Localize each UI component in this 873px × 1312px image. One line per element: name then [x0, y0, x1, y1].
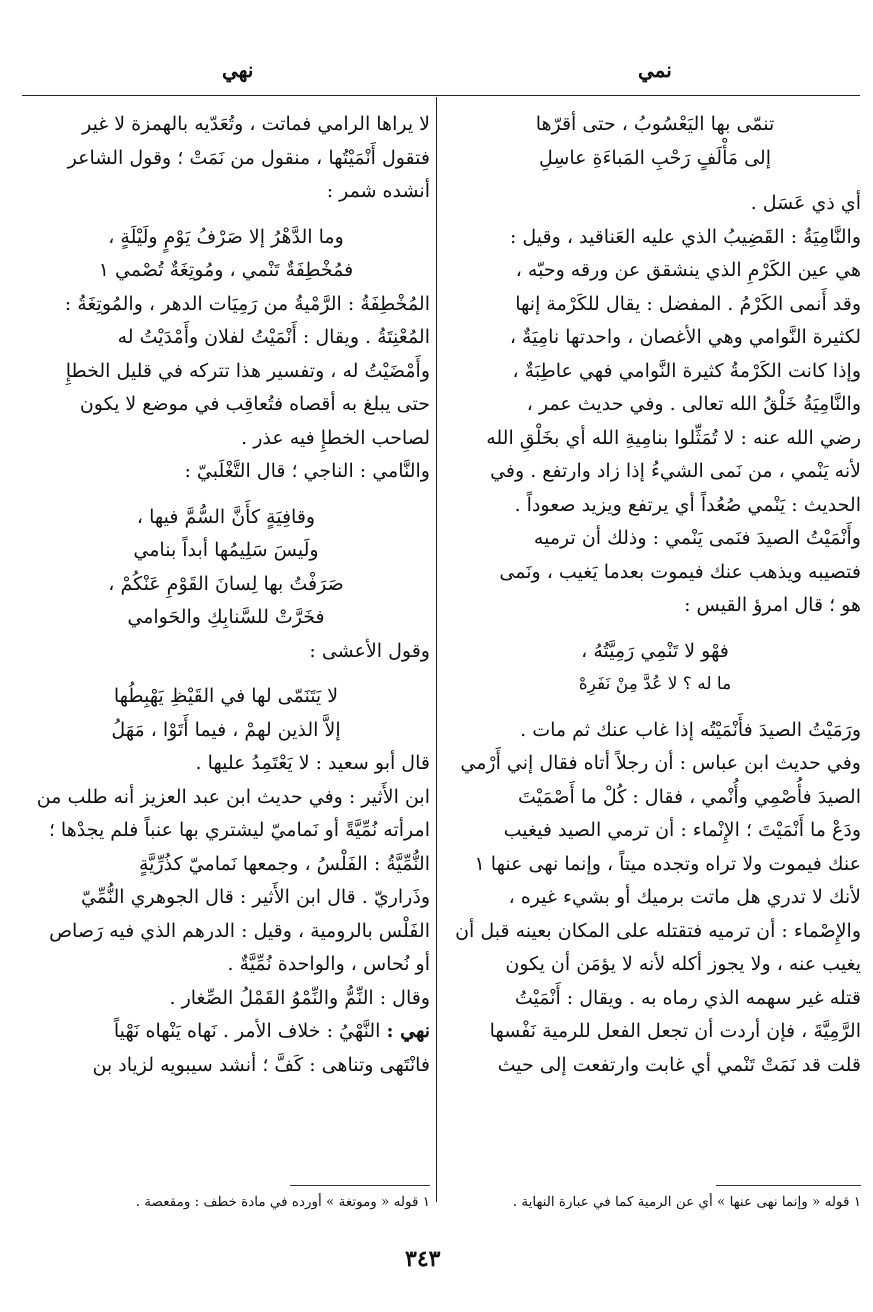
line-text: حتى يبلغ به أقصاه فتُعاقِب في موضع لا يكون: [79, 393, 430, 415]
line-text: أي ذي عَسَل .: [750, 192, 861, 214]
text-line: [449, 288, 861, 322]
text-line: [22, 881, 430, 915]
line-text: لأنك لا تدري هل ماتت برميك أو بشيء غيره ،: [508, 886, 861, 908]
line-text: قال أبو سعيد : لا يَعْتَمِدُ عليها .: [195, 752, 430, 774]
verse-line: [22, 714, 430, 748]
right-footnote-rule: [716, 1185, 861, 1186]
line-text: يغيب عنه ، ولا يجوز أكله لأنه لا يؤمَن أن يكون: [505, 953, 861, 975]
text-line: [449, 747, 861, 781]
text-line: [22, 288, 430, 322]
line-text: ابن الأَثير : وفي حديث ابن عبد العزيز أنه طلب من: [36, 785, 430, 808]
line-text: والنَّامي : الناجي ؛ قال التَّغْلَبيّ :: [184, 460, 430, 482]
spacer: [449, 623, 861, 635]
left-footnote-rule: [290, 1185, 430, 1186]
text-line: [22, 455, 430, 489]
line-text: النَّهْيُ : خلاف الأمر . نَهاه يَنْهاه نَهْياً: [113, 1020, 381, 1042]
verse-line: [22, 501, 430, 535]
line-text: رضي الله عنه : لا تُمَثِّلوا بنامِيةِ الله أي بخَلْقِ الله: [486, 426, 861, 449]
text-line: [449, 556, 861, 590]
spacer: [449, 175, 861, 187]
text-line: [449, 1015, 861, 1049]
entry-headword: نهي :: [386, 1020, 430, 1042]
verse-line: [22, 534, 430, 568]
verse-line: [22, 568, 430, 602]
column-divider: [436, 97, 437, 1202]
line-text: تنمّى بها اليَعْسُوبُ ، حتى أقرّها: [535, 113, 775, 135]
line-text: فانْتَهى وتناهى : كَفَّ ؛ أنشد سيبويه لزياد بن: [92, 1053, 430, 1076]
line-text: أنشده شمر :: [326, 180, 430, 202]
line-text: وقال : النِّمُّ والنِّمْوُ القَمْلُ الصِّغار .: [169, 986, 430, 1009]
line-text: وقد أَنمى الكَرْمُ . المفضل : يقال للكَرْمة إنها: [515, 292, 861, 315]
line-text: وذَراريّ . قال ابن الأَثير : قال الجوهري النُّمِّيّ: [80, 886, 430, 908]
line-text: المُخْطِفَةُ : الرَّمْيةُ من رَمِيَات الدهر ، والمُوتِغَةُ :: [64, 292, 430, 315]
text-line: [449, 881, 861, 915]
text-line: [22, 915, 430, 949]
text-line: [22, 175, 430, 209]
text-line: [22, 814, 430, 848]
text-line: [22, 1049, 430, 1083]
line-text: هي عين الكَرْمِ الذي ينشقق عن ورقه وحبّه ،: [515, 259, 861, 281]
text-line: [449, 781, 861, 815]
page-number: ٣٤٣: [405, 1246, 441, 1272]
line-text: إلى مَأْلَفٍ رَحْبِ المَباءَةِ عاسِلِ: [539, 146, 771, 169]
text-line: [449, 221, 861, 255]
line-text: والنَّامِيَةُ : القَضِيبُ الذي عليه العَناقيد ، وقيل :: [509, 225, 861, 248]
text-line: [449, 422, 861, 456]
line-text: والإِصْماء : أن ترميه فتقتله على المكان بعينه قبل أن: [455, 919, 861, 942]
line-text: الحديث : يَنْمي صُعُداً أي يرتفع ويزيد صعوداً .: [514, 493, 861, 516]
text-line: [449, 915, 861, 949]
line-text: أو نُحاس ، والواحدة نُمِّيَّةٌ .: [227, 953, 430, 975]
left-column: [22, 108, 430, 1082]
spacer: [22, 668, 430, 680]
line-text: فتقول أَنْمَيْتُها ، منقول من نَمَتْ ؛ وقول الشاعر: [67, 146, 430, 169]
line-text: فهْو لا تَنْمِي رَمِيَّتُهُ ،: [581, 639, 729, 662]
right-footnote: ١ قوله « وإنما نهى عنها » أي عن الرمية كما في عبارة النهاية .: [512, 1194, 861, 1210]
text-line: [449, 187, 861, 221]
text-line: [449, 1049, 861, 1083]
line-text: النُّمِّيَّةُ : الفَلْسُ ، وجمعها نَماميّ كذُرِّيَّةٍ: [138, 852, 430, 875]
text-line: [449, 814, 861, 848]
line-text: ولَيسَ سَلِيمُها أبداً بنامي: [133, 539, 319, 561]
text-line: [449, 489, 861, 523]
line-text: قتله غير سهمه الذي رماه به . ويقال : أَنْمَيْتُ: [514, 986, 861, 1009]
line-text: وأَمْضَيْتُ له ، وتفسير هذا تتركه في قليل الخطإِ: [65, 359, 430, 382]
line-text: فمُخْطِفَةٌ تَنْمي ، ومُوتِغَةٌ تُصْمي ١: [98, 259, 354, 281]
verse-line: [449, 142, 861, 176]
line-text: وأَنْمَيْتُ الصيدَ فنَمى يَنْمي : وذلك أن ترميه: [533, 527, 861, 549]
spacer: [449, 702, 861, 714]
line-text: هو ؛ قال امرؤ القيس :: [684, 594, 861, 616]
line-text: الصيدَ فأُصْمِي وأُنْمي ، فقال : كُلْ ما أَصْمَيْتَ: [518, 785, 861, 808]
line-text: لا يراها الرامي فماتت ، وتُعَدّيه بالهمزة لا غير: [82, 113, 430, 135]
line-text: لصاحب الخطإِ فيه عذر .: [241, 426, 430, 449]
text-line: [449, 355, 861, 389]
line-text: فتصيبه ويذهب عنك فيموت بعدما يَغيب ، ونَمى: [499, 560, 861, 583]
text-line: [449, 589, 861, 623]
line-text: وقول الأعشى :: [309, 639, 430, 662]
line-text: الفَلْس بالرومية ، وقيل : الدرهم الذي فيه رَصاص: [49, 919, 430, 942]
spacer: [22, 489, 430, 501]
text-line: [22, 108, 430, 142]
line-text: عنك فيموت ولا تراه وتجده ميتاً ، وإنما نهى عنها ١: [474, 852, 861, 875]
line-text: فخَرَّتْ للسَّنابِكِ والحَوامي: [127, 606, 325, 628]
text-line: [22, 848, 430, 882]
line-text: وقافِيَةٍ كأَنَّ السُّمَّ فيها ،: [136, 505, 316, 528]
line-text: ما له ؟ لا عُدَّ مِنْ نَفَرِهْ: [578, 674, 732, 694]
text-line: [22, 747, 430, 781]
text-line: [22, 388, 430, 422]
line-text: المُعْنِتَةُ . ويقال : أَنْمَيْتُ لفلان وأَمْدَيْتُ له: [117, 326, 430, 348]
line-text: ورَمَيْتُ الصيدَ فأَنْمَيْتُه إذا غاب عنك ثم مات .: [520, 718, 861, 741]
text-line: [449, 948, 861, 982]
line-text: صَرَفْتُ بها لِسانَ القَوْمِ عَنْكُمْ ،: [108, 572, 344, 595]
line-text: الرَّمِيَّةَ ، فإن أردت أن تجعل الفعل للرمية نَفْسها: [489, 1020, 861, 1042]
text-line: [449, 714, 861, 748]
text-line: [449, 321, 861, 355]
text-line: [22, 781, 430, 815]
line-text: ودَعْ ما أَنْمَيْتَ ؛ الإِنْماء : أن ترمي الصيد فيغيب: [503, 819, 861, 841]
verse-line: [22, 254, 430, 288]
verse-line: [22, 680, 430, 714]
text-line: [22, 422, 430, 456]
text-line: [22, 321, 430, 355]
line-text: وفي حديث ابن عباس : أن رجلاً أتاه فقال إني أَرْمي: [460, 752, 861, 774]
line-text: وإذا كانت الكَرْمةُ كثيرة النَّوامي فهي عاطِبَةٌ ،: [512, 359, 861, 382]
verse-line: [449, 108, 861, 142]
line-text: لكثيرة النَّوامي وهي الأغصان ، واحدتها نامِيَةٌ ،: [509, 326, 861, 348]
line-text: امرأته نُمِّيَّةً أو نَماميّ ليشتري بها عنباً فلم يجدْها ؛: [48, 819, 430, 841]
line-text: لأنه يَنْمي ، من نَمى الشيءُ إذا زاد وارتفع . وفي: [490, 460, 861, 482]
text-line: [449, 982, 861, 1016]
line-text: والنَّامِيَةُ خَلْقُ الله تعالى . وفي حديث عمر ،: [526, 393, 861, 415]
line-text: قلت قد نَمَتْ تَنْمي أي غابت وارتفعت إلى حيث: [497, 1053, 861, 1076]
verse-line: [449, 635, 861, 669]
verse-line: [449, 668, 861, 702]
line-text: وما الدَّهْرُ إلا صَرْفُ يَوْمٍ ولَيْلَةٍ ،: [108, 225, 344, 248]
text-line: [449, 522, 861, 556]
text-line: [22, 948, 430, 982]
text-line: [449, 455, 861, 489]
text-line: [449, 388, 861, 422]
text-line: [22, 142, 430, 176]
spacer: [22, 209, 430, 221]
verse-line: [22, 601, 430, 635]
right-column: [449, 108, 861, 1082]
text-line: [449, 254, 861, 288]
line-text: لا يَتَنَمّى لها في القَيْظِ يَهْبِطُها: [113, 685, 339, 707]
text-line: [22, 355, 430, 389]
text-line: [22, 1015, 430, 1049]
line-text: إلاَّ الذين لهمْ ، فيما أَتَوْا ، مَهَلُ: [111, 718, 341, 741]
text-line: [22, 982, 430, 1016]
right-header-word: نمي: [638, 58, 672, 82]
text-line: [449, 848, 861, 882]
text-line: [22, 635, 430, 669]
header-rule: [22, 95, 860, 96]
left-header-word: نهي: [222, 58, 254, 82]
left-footnote: ١ قوله « وموتغة » أورده في مادة خطف : ومقعصة .: [135, 1194, 430, 1210]
verse-line: [22, 221, 430, 255]
